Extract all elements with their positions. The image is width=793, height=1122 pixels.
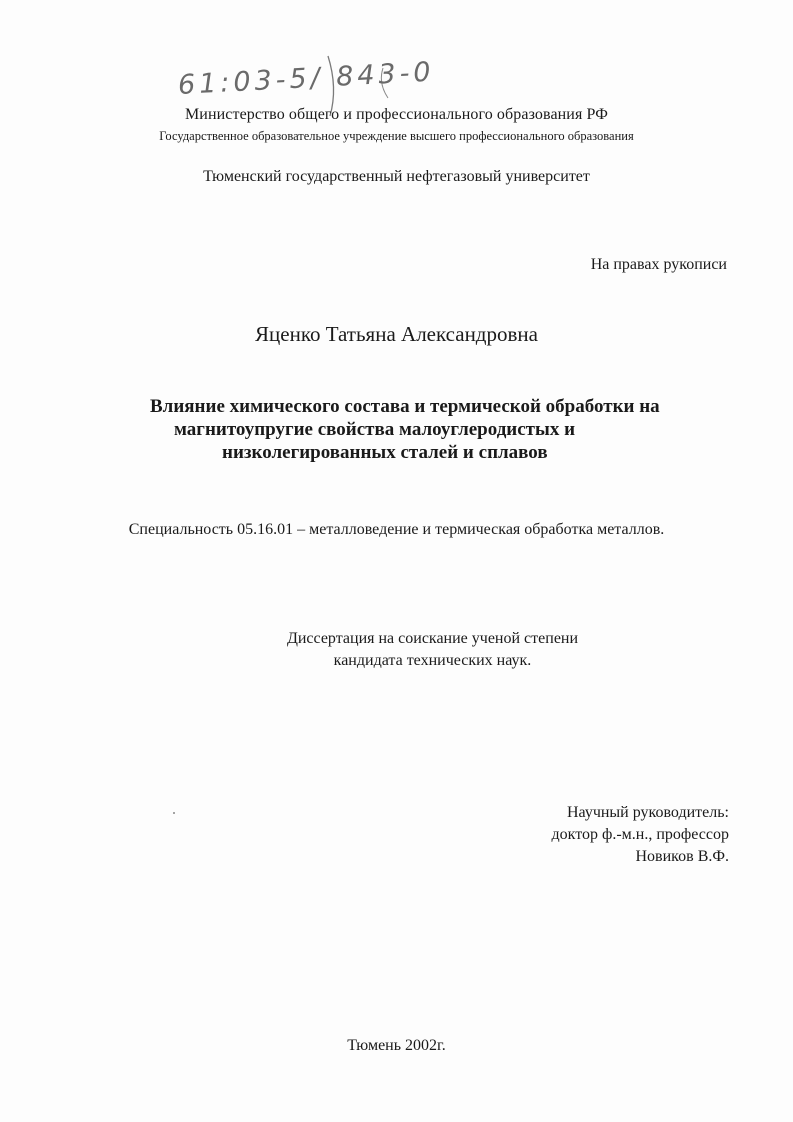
- supervisor-degree: доктор ф.-м.н., профессор: [551, 826, 729, 843]
- specialty-line: Специальность 05.16.01 – металловедение и термическая обработка металлов.: [128, 521, 665, 538]
- university-line: Тюменский государственный нефтегазовый университет: [203, 168, 590, 185]
- degree-line-2: кандидата технических наук.: [333, 652, 532, 669]
- dissertation-title: [110, 395, 770, 464]
- archive-code-text: 61:03-5/ 843-0: [177, 56, 436, 101]
- degree-line-1: Диссертация на соискание ученой степени: [286, 630, 579, 647]
- title-line-3: низколегированных сталей и сплавов: [222, 442, 548, 463]
- scan-speck: [173, 812, 175, 814]
- title-line-2: магнитоупругие свойства малоуглеродистых и: [174, 419, 576, 440]
- supervisor-name: Новиков В.Ф.: [635, 848, 729, 865]
- institution-line: Государственное образовательное учреждение высшего профессионального образования: [159, 129, 634, 143]
- city-year: Тюмень 2002г.: [347, 1037, 446, 1054]
- ministry-line: Министерство общего и профессионального образования РФ: [184, 106, 608, 123]
- title-line-1: Влияние химического состава и термической обработки на: [150, 396, 660, 417]
- manuscript-note: На правах рукописи: [590, 256, 727, 273]
- supervisor-label: Научный руководитель:: [566, 804, 729, 821]
- dissertation-degree: [0, 628, 793, 672]
- author-name: Яценко Татьяна Александровна: [255, 322, 538, 346]
- supervisor-block: [552, 802, 730, 868]
